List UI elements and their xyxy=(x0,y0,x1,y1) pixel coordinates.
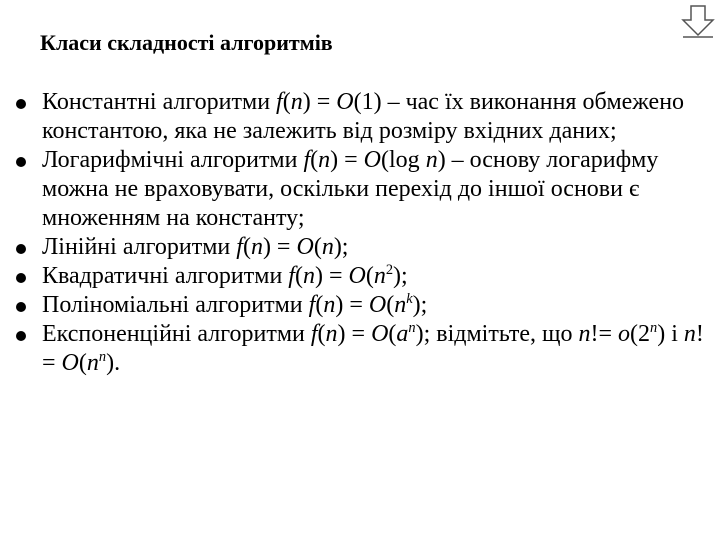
bullet-icon xyxy=(16,99,26,109)
list-item xyxy=(16,291,706,320)
list-item-text xyxy=(42,88,706,146)
text-run: ( xyxy=(78,350,87,376)
text-run: ); xyxy=(412,292,428,318)
list-item xyxy=(16,88,706,146)
text-run: (1) – час їх виконання обмежено константою, яка не залежить від розміру вхідних даних; xyxy=(42,89,685,144)
text-run: ( xyxy=(294,263,303,289)
text-run: ( xyxy=(242,234,251,260)
text-run: Квадратичні алгоритми xyxy=(42,263,289,289)
list-item xyxy=(16,146,706,233)
list-item xyxy=(16,233,706,262)
text-run: ). xyxy=(106,350,121,376)
text-run: Експоненційні алгоритми xyxy=(42,321,311,347)
math-variable: f xyxy=(310,321,318,347)
math-variable: n xyxy=(290,89,303,115)
math-variable: f xyxy=(308,292,316,318)
text-run: ) = xyxy=(262,234,297,260)
text-run: != xyxy=(590,321,619,347)
math-variable: n xyxy=(683,321,696,347)
math-variable: n xyxy=(86,350,99,376)
math-variable: o xyxy=(618,321,631,347)
math-variable: O xyxy=(296,234,314,260)
text-run: ( xyxy=(282,89,291,115)
text-run: (2 xyxy=(630,321,651,347)
list-item-text xyxy=(42,146,706,233)
text-run: ( xyxy=(315,292,324,318)
text-run: Логарифмічні алгоритми xyxy=(42,147,304,173)
complexity-class-list xyxy=(16,88,706,378)
text-run: (log xyxy=(381,147,426,173)
text-run: ( xyxy=(317,321,326,347)
math-variable: O xyxy=(371,321,389,347)
text-run: Поліноміальні алгоритми xyxy=(42,292,309,318)
math-variable: f xyxy=(236,234,243,260)
math-variable: O xyxy=(363,147,382,173)
bullet-icon xyxy=(16,273,26,283)
text-run: ); відмітьте, що xyxy=(415,321,579,347)
math-variable: n xyxy=(425,147,438,173)
text-run: ) = xyxy=(335,292,369,318)
bullet-icon xyxy=(16,244,26,254)
text-run: ) = xyxy=(337,321,372,347)
math-variable: O xyxy=(336,89,354,115)
math-variable: O xyxy=(61,350,79,376)
text-run: ) = xyxy=(330,147,364,173)
down-arrow-icon[interactable] xyxy=(680,4,716,38)
math-variable: f xyxy=(276,89,283,115)
text-run: ( xyxy=(365,263,374,289)
text-run: ); xyxy=(333,234,349,260)
math-variable: n xyxy=(321,234,334,260)
text-run: ) і xyxy=(657,321,684,347)
text-run: ( xyxy=(388,321,397,347)
math-variable: f xyxy=(303,147,311,173)
text-run: ); xyxy=(393,263,408,289)
superscript: k xyxy=(406,291,413,307)
math-variable: n xyxy=(318,147,331,173)
text-run: Константні алгоритми xyxy=(42,89,277,115)
list-item-text xyxy=(42,320,706,378)
list-item-text xyxy=(42,262,706,291)
math-variable: O xyxy=(348,263,366,289)
math-variable: a xyxy=(396,321,409,347)
text-run: ! = xyxy=(42,321,704,376)
list-item xyxy=(16,320,706,378)
math-variable: n xyxy=(578,321,591,347)
superscript: 2 xyxy=(385,262,394,278)
list-item-text xyxy=(42,291,706,320)
slide-title: Класи складності алгоритмів xyxy=(40,30,333,55)
text-run: Лінійні алгоритми xyxy=(42,234,237,260)
superscript: n xyxy=(408,320,416,336)
bullet-icon xyxy=(16,157,26,167)
math-variable: n xyxy=(325,321,338,347)
math-variable: O xyxy=(368,292,387,318)
superscript: n xyxy=(98,349,107,365)
text-run: ) – основу логарифму можна не враховувати, оскільки перехід до іншої основи є множенням на константу; xyxy=(42,147,659,231)
text-run: ) = xyxy=(314,263,349,289)
bullet-icon xyxy=(16,302,26,312)
bullet-icon xyxy=(16,331,26,341)
text-run: ) = xyxy=(302,89,337,115)
math-variable: n xyxy=(323,292,336,318)
math-variable: n xyxy=(373,263,386,289)
text-run: ( xyxy=(386,292,395,318)
list-item xyxy=(16,262,706,291)
text-run: ( xyxy=(313,234,322,260)
math-variable: f xyxy=(288,263,295,289)
math-variable: n xyxy=(394,292,407,318)
list-item-text xyxy=(42,233,706,262)
math-variable: n xyxy=(250,234,263,260)
text-run: ( xyxy=(310,147,319,173)
superscript: n xyxy=(650,320,658,336)
math-variable: n xyxy=(302,263,315,289)
